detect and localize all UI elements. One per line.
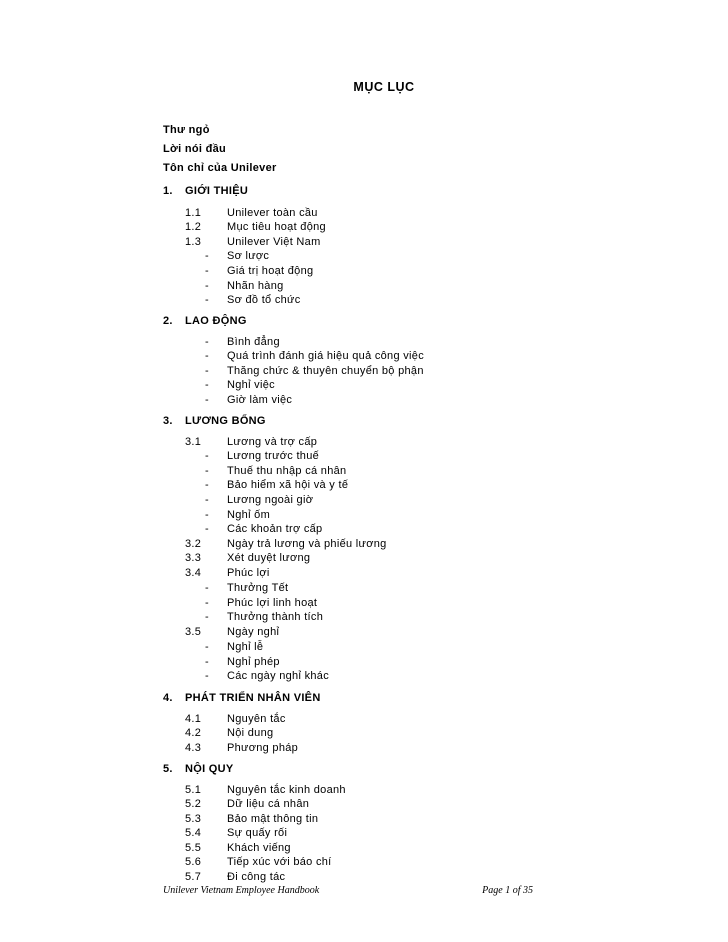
subitem-text: Thưởng Tết bbox=[227, 582, 289, 594]
section-title: LAO ĐỘNG bbox=[185, 315, 247, 327]
item-number: 5.2 bbox=[185, 798, 202, 810]
subitem-text: Các ngày nghỉ khác bbox=[227, 670, 330, 682]
intro-line-preface: Lời nói đầu bbox=[163, 143, 227, 155]
item-number: 1.2 bbox=[185, 221, 202, 233]
dash-bullet: - bbox=[205, 641, 209, 653]
item-text: Ngày trả lương và phiếu lương bbox=[227, 538, 387, 550]
subitem-text: Nghỉ lễ bbox=[227, 641, 264, 653]
item-text: Unilever Việt Nam bbox=[227, 236, 321, 248]
dash-bullet: - bbox=[205, 611, 209, 623]
item-text: Ngày nghỉ bbox=[227, 626, 280, 638]
subitem-text: Nghỉ phép bbox=[227, 656, 280, 668]
item-text: Nguyên tắc bbox=[227, 713, 286, 725]
dash-bullet: - bbox=[205, 597, 209, 609]
subitem-text: Lương ngoài giờ bbox=[227, 494, 314, 506]
item-text: Phương pháp bbox=[227, 742, 299, 754]
intro-line-mission: Tôn chỉ của Unilever bbox=[163, 162, 277, 174]
subitem-text: Giá trị hoạt động bbox=[227, 265, 314, 277]
subitem-text: Lương trước thuế bbox=[227, 450, 320, 462]
item-text: Unilever toàn cầu bbox=[227, 207, 318, 219]
subitem-text: Thăng chức & thuyên chuyển bộ phận bbox=[227, 365, 424, 377]
item-text: Phúc lợi bbox=[227, 567, 270, 579]
item-number: 4.3 bbox=[185, 742, 202, 754]
dash-bullet: - bbox=[205, 670, 209, 682]
dash-bullet: - bbox=[205, 250, 209, 262]
item-text: Dữ liệu cá nhân bbox=[227, 798, 310, 810]
dash-bullet: - bbox=[205, 509, 209, 521]
dash-bullet: - bbox=[205, 582, 209, 594]
section-number: 3. bbox=[163, 415, 173, 427]
subitem-text: Nghỉ việc bbox=[227, 379, 275, 391]
item-number: 3.4 bbox=[185, 567, 202, 579]
item-text: Khách viếng bbox=[227, 842, 291, 854]
dash-bullet: - bbox=[205, 656, 209, 668]
section-number: 4. bbox=[163, 692, 173, 704]
item-number: 5.7 bbox=[185, 871, 202, 883]
section-title: PHÁT TRIỂN NHÂN VIÊN bbox=[185, 692, 321, 704]
item-text: Nguyên tắc kinh doanh bbox=[227, 784, 346, 796]
subitem-text: Thuế thu nhập cá nhân bbox=[227, 465, 347, 477]
dash-bullet: - bbox=[205, 450, 209, 462]
item-text: Đi công tác bbox=[227, 871, 286, 883]
dash-bullet: - bbox=[205, 479, 209, 491]
item-text: Mục tiêu hoạt động bbox=[227, 221, 326, 233]
item-number: 3.2 bbox=[185, 538, 202, 550]
section-number: 1. bbox=[163, 185, 173, 197]
footer-page-number: Page 1 of 35 bbox=[482, 885, 533, 896]
footer-document-title: Unilever Vietnam Employee Handbook bbox=[163, 885, 320, 896]
item-number: 3.1 bbox=[185, 436, 202, 448]
subitem-text: Nhãn hàng bbox=[227, 280, 284, 292]
subitem-text: Quá trình đánh giá hiệu quả công việc bbox=[227, 350, 425, 362]
dash-bullet: - bbox=[205, 350, 209, 362]
section-title: LƯƠNG BỔNG bbox=[185, 415, 266, 427]
subitem-text: Bình đẳng bbox=[227, 336, 280, 348]
item-number: 3.3 bbox=[185, 552, 202, 564]
item-text: Bảo mật thông tin bbox=[227, 813, 319, 825]
item-number: 4.1 bbox=[185, 713, 202, 725]
dash-bullet: - bbox=[205, 336, 209, 348]
section-number: 2. bbox=[163, 315, 173, 327]
dash-bullet: - bbox=[205, 294, 209, 306]
subitem-text: Phúc lợi linh hoạt bbox=[227, 597, 318, 609]
dash-bullet: - bbox=[205, 379, 209, 391]
section-title: GIỚI THIỆU bbox=[185, 185, 249, 197]
dash-bullet: - bbox=[205, 465, 209, 477]
item-text: Nội dung bbox=[227, 727, 274, 739]
item-text: Sự quấy rối bbox=[227, 827, 288, 839]
dash-bullet: - bbox=[205, 265, 209, 277]
subitem-text: Nghỉ ốm bbox=[227, 509, 271, 521]
dash-bullet: - bbox=[205, 523, 209, 535]
subitem-text: Các khoản trợ cấp bbox=[227, 523, 323, 535]
item-number: 5.3 bbox=[185, 813, 202, 825]
dash-bullet: - bbox=[205, 280, 209, 292]
subitem-text: Thưởng thành tích bbox=[227, 611, 324, 623]
page-title: MỤC LỤC bbox=[353, 80, 415, 94]
section-title: NỘI QUY bbox=[185, 763, 234, 775]
subitem-text: Giờ làm việc bbox=[227, 394, 293, 406]
item-number: 5.4 bbox=[185, 827, 202, 839]
intro-line-letter: Thư ngỏ bbox=[163, 124, 210, 136]
item-number: 5.5 bbox=[185, 842, 202, 854]
item-number: 5.1 bbox=[185, 784, 202, 796]
subitem-text: Sơ lược bbox=[227, 250, 270, 262]
item-number: 3.5 bbox=[185, 626, 202, 638]
item-number: 1.3 bbox=[185, 236, 202, 248]
item-text: Lương và trợ cấp bbox=[227, 436, 318, 448]
item-text: Xét duyệt lương bbox=[227, 552, 311, 564]
subitem-text: Bảo hiểm xã hội và y tế bbox=[227, 479, 349, 491]
dash-bullet: - bbox=[205, 494, 209, 506]
dash-bullet: - bbox=[205, 365, 209, 377]
subitem-text: Sơ đồ tổ chức bbox=[227, 294, 301, 306]
dash-bullet: - bbox=[205, 394, 209, 406]
item-number: 5.6 bbox=[185, 856, 202, 868]
section-number: 5. bbox=[163, 763, 173, 775]
item-number: 4.2 bbox=[185, 727, 202, 739]
item-text: Tiếp xúc với báo chí bbox=[227, 856, 332, 868]
item-number: 1.1 bbox=[185, 207, 202, 219]
